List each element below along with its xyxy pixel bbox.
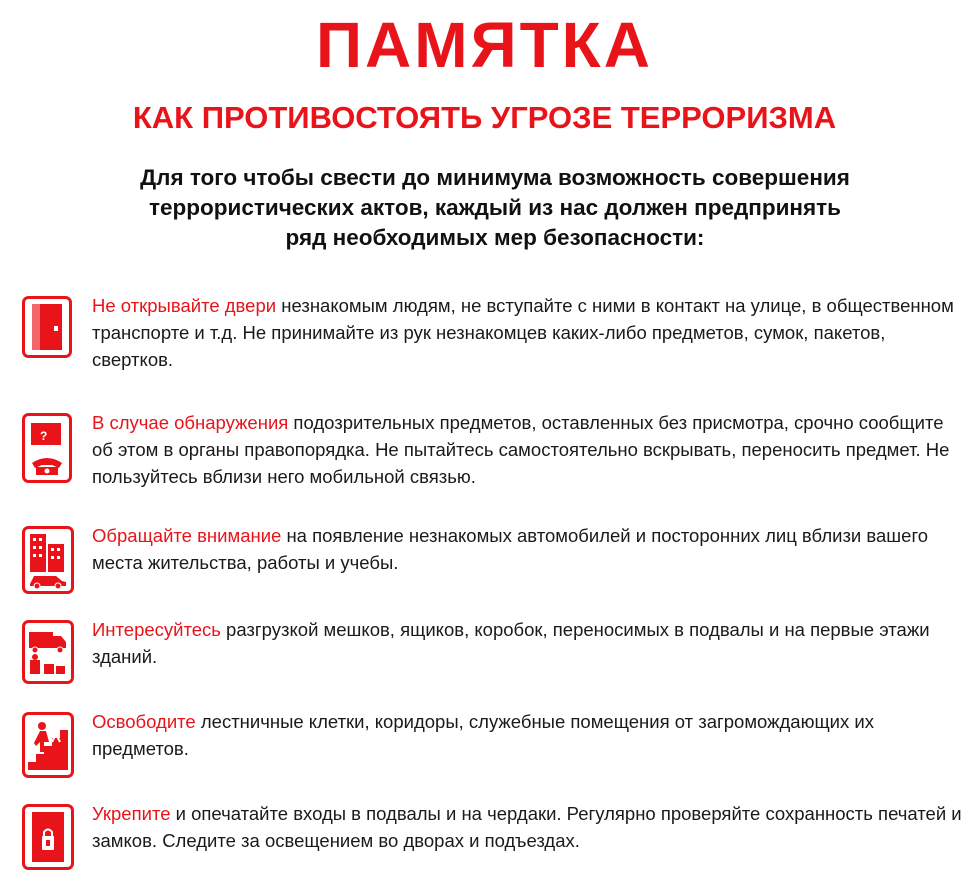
- item-lead: Обращайте внимание: [92, 525, 282, 546]
- item-lead: Укрепите: [92, 803, 171, 824]
- item-text: [92, 708, 962, 762]
- locked-door-icon: [22, 804, 72, 864]
- phone-report-icon: [22, 413, 72, 473]
- item-body: незнакомым людям, не вступайте с ними в контакт на улице, в общественном транспорте и т.д. Не принимайте из рук незнакомцев каких-либо предметов, сумок, пакетов, свертков.: [92, 295, 954, 370]
- item-body: и опечатайте входы в подвалы и на чердаки. Регулярно проверяйте сохранность печатей и замков. Следите за освещением во дворах и подъездах.: [92, 803, 962, 851]
- item-body: подозрительных предметов, оставленных без присмотра, срочно сообщите об этом в органы правопорядка. Не пытайтесь самостоятельно вскрывать, переносить предмет. Не пользуйтесь вблизи него мобильной связью.: [92, 412, 950, 487]
- item-lead: Не открывайте двери: [92, 295, 277, 316]
- item-text: [92, 616, 962, 670]
- intro-text: [60, 163, 930, 253]
- item-text: [92, 522, 962, 576]
- item-body: лестничные клетки, коридоры, служебные помещения от загромождающих их предметов.: [92, 711, 874, 759]
- stairs-icon: [22, 712, 72, 772]
- item-lead: В случае обнаружения: [92, 412, 289, 433]
- item-body: на появление незнакомых автомобилей и посторонних лиц вблизи вашего места жительства, работы и учебы.: [92, 525, 929, 573]
- item-text: [92, 800, 962, 854]
- building-car-icon: [22, 526, 72, 586]
- intro-line: Для того чтобы свести до минимума возможность совершения: [140, 165, 850, 190]
- door-icon: [22, 296, 72, 356]
- item-lead: Интересуйтесь: [92, 619, 221, 640]
- intro-line: террористических актов, каждый из нас должен предпринять: [148, 195, 841, 220]
- svg-text:?: ?: [40, 429, 48, 443]
- truck-unloading-icon: [22, 620, 72, 680]
- intro-line: ряд необходимых мер безопасности:: [285, 225, 705, 250]
- page-title: ПАМЯТКА: [316, 9, 653, 81]
- item-text: [92, 292, 962, 373]
- item-body: разгрузкой мешков, ящиков, коробок, переносимых в подвалы и на первые этажи зданий.: [92, 619, 930, 667]
- item-lead: Освободите: [92, 711, 196, 732]
- item-text: [92, 409, 962, 490]
- page-subtitle: КАК ПРОТИВОСТОЯТЬ УГРОЗЕ ТЕРРОРИЗМА: [132, 100, 837, 135]
